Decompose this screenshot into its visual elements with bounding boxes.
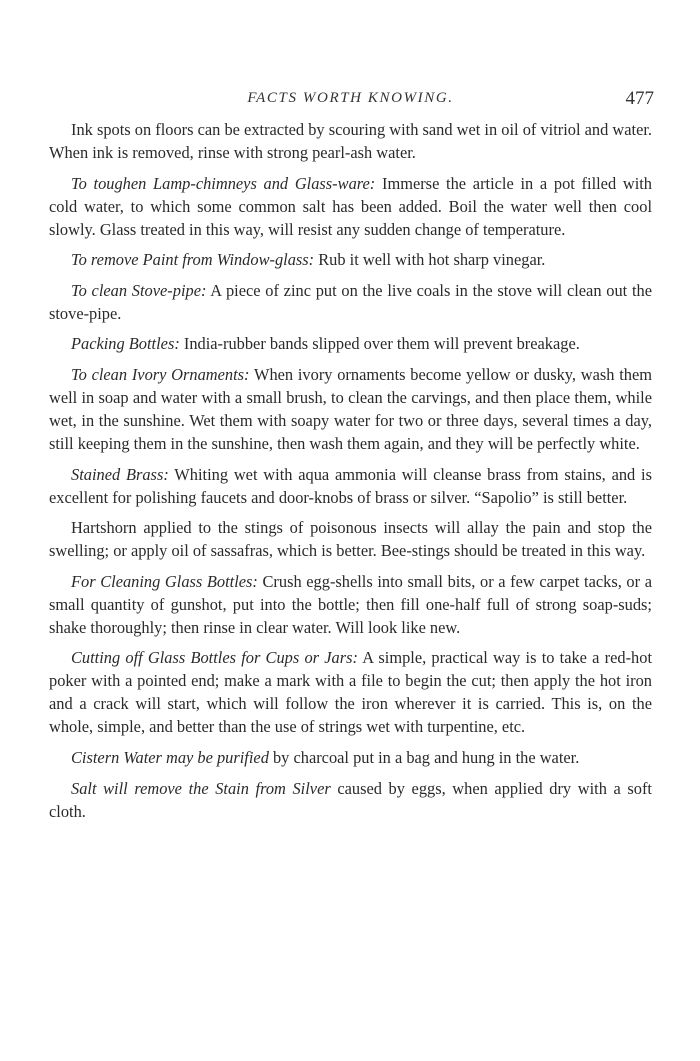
paragraph-stove-pipe	[49, 279, 652, 325]
paragraph-text: Immerse the article in a pot filled with cold water, to which some common salt has been added. Boil the water well then cool slowly. Glass treated in this way, will resist any sudden change of temperature.	[49, 173, 652, 239]
page-header	[49, 88, 652, 118]
page-number: 477	[625, 88, 654, 109]
paragraph-lead: Salt will remove the Stain from Silver	[71, 778, 331, 798]
running-title: FACTS WORTH KNOWING.	[247, 90, 454, 106]
paragraph-ink-spots	[49, 118, 652, 164]
paragraph-silver-stain	[49, 777, 652, 823]
paragraph-text: Rub it well with hot sharp vinegar.	[314, 250, 546, 270]
paragraph-lead: To remove Paint from Window-glass:	[71, 250, 315, 270]
paragraph-cistern-water	[49, 746, 652, 769]
paragraph-text: A piece of zinc put on the live coals in the stove will clean out the stove-pipe.	[49, 280, 652, 323]
paragraph-text: India-rubber bands slipped over them will prevent breakage.	[179, 334, 580, 354]
paragraph-text: by charcoal put in a bag and hung in the water.	[268, 747, 580, 767]
paragraph-packing-bottles	[49, 332, 652, 355]
paragraph-text: When ivory ornaments become yellow or dusky, wash them well in soap and water with a small brush, to clean the carvings, and then place them, while wet, in the sunshine. Wet them with soapy water for two or three days, several times a day, still keeping them in the sunshine, then wash them again, and they will be perfectly white.	[49, 364, 652, 453]
paragraph-lead: Packing Bottles:	[71, 334, 180, 354]
page-body	[49, 118, 652, 823]
paragraph-stained-brass	[49, 463, 652, 509]
paragraph-text: caused by eggs, when applied dry with a soft cloth.	[49, 778, 652, 821]
paragraph-window-glass	[49, 248, 652, 271]
paragraph-text: Crush egg-shells into small bits, or a few carpet tacks, or a small quantity of gunshot, put into the bottle; then fill one-half full of strong soap-suds; shake thoroughly; then rinse in clear water. Will look like new.	[49, 571, 652, 637]
paragraph-cutting-bottles	[49, 646, 652, 738]
paragraph-text: A simple, practical way is to take a red-hot poker with a pointed end; make a mark with a file to begin the cut; then apply the hot iron and a crack will start, which will follow the iron wherever it is carried. This is, on the whole, simple, and better than the use of strings wet with turpentine, etc.	[49, 648, 652, 737]
paragraph-ivory-ornaments	[49, 363, 652, 455]
paragraph-glass-bottles	[49, 570, 652, 639]
paragraph-lead: Cistern Water may be purified	[71, 747, 269, 767]
book-page	[49, 88, 652, 830]
paragraph-lead: Stained Brass:	[71, 464, 169, 484]
paragraph-lead: To toughen Lamp-chimneys and Glass-ware:	[71, 173, 376, 193]
paragraph-hartshorn	[49, 516, 652, 562]
paragraph-lead: Cutting off Glass Bottles for Cups or Jars:	[71, 648, 358, 668]
paragraph-lead: To clean Stove-pipe:	[71, 280, 207, 300]
paragraph-lead: To clean Ivory Ornaments:	[71, 364, 250, 384]
paragraph-lead: For Cleaning Glass Bottles:	[71, 571, 258, 591]
paragraph-text: Hartshorn applied to the stings of poisonous insects will allay the pain and stop the swelling; or apply oil of sassafras, which is better. Bee-stings should be treated in this way.	[49, 518, 652, 561]
paragraph-text: Whiting wet with aqua ammonia will cleanse brass from stains, and is excellent for polishing faucets and door-knobs of brass or silver. “Sapolio” is still better.	[49, 464, 652, 507]
paragraph-text: Ink spots on floors can be extracted by scouring with sand wet in oil of vitriol and water. When ink is removed, rinse with strong pearl-ash water.	[49, 120, 652, 162]
paragraph-lamp-chimneys	[49, 172, 652, 241]
